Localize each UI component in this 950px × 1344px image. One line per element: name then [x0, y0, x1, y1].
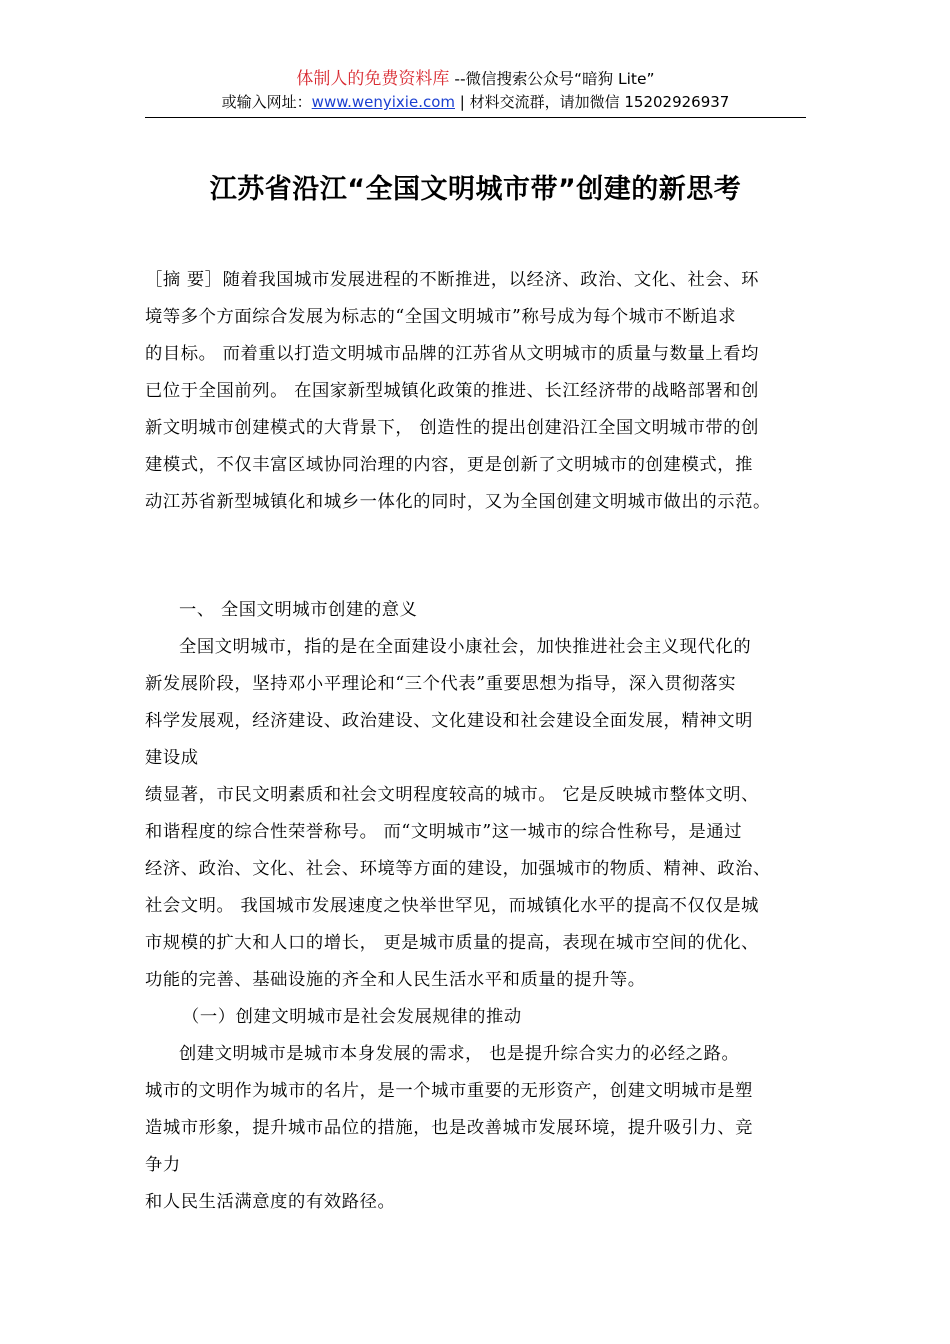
paragraph-line: 和人民生活满意度的有效路径。: [145, 1192, 396, 1212]
header-line-2: [145, 91, 806, 113]
abstract-line: 已位于全国前列。 在国家新型城镇化政策的推进、长江经济带的战略部署和创: [145, 381, 760, 401]
paragraph-line: 市规模的扩大和人口的增长， 更是城市质量的提高，表现在城市空间的优化、: [145, 933, 760, 953]
paragraph-line: 造城市形象，提升城市品位的措施，也是改善城市发展环境，提升吸引力、竞: [145, 1118, 753, 1138]
website-link[interactable]: www.wenyixie.com: [311, 93, 455, 111]
header-line-1: [145, 68, 806, 90]
abstract: [145, 262, 825, 521]
paragraph-line: 经济、政治、文化、社会、环境等方面的建设，加强城市的物质、精神、政治、: [145, 859, 771, 879]
header-divider: [145, 117, 806, 118]
paragraph-line: 建设成: [145, 748, 199, 768]
contact-text: | 材料交流群，请加微信 15202926937: [455, 93, 730, 111]
paragraph-line: 争力: [145, 1155, 181, 1175]
url-prefix: 或输入网址：: [221, 93, 312, 111]
abstract-line: 境等多个方面综合发展为标志的“全国文明城市”称号成为每个城市不断追求: [145, 307, 737, 327]
paragraph-line: 绩显著，市民文明素质和社会文明程度较高的城市。 它是反映城市整体文明、: [145, 785, 760, 805]
paragraph-line: 和谐程度的综合性荣誉称号。 而“文明城市”这一城市的综合性称号，是通过: [145, 822, 743, 842]
brand-name: 体制人的免费资料库: [296, 69, 450, 89]
paragraph-line: 社会文明。 我国城市发展速度之快举世罕见，而城镇化水平的提高不仅仅是城: [145, 896, 760, 916]
abstract-line: 动江苏省新型城镇化和城乡一体化的同时，又为全国创建文明城市做出的示范。: [145, 492, 771, 512]
section-heading: 一、 全国文明城市创建的意义: [179, 600, 418, 620]
paragraph-line: 全国文明城市，指的是在全面建设小康社会，加快推进社会主义现代化的: [179, 637, 752, 657]
section-1: [145, 592, 825, 1221]
paragraph-line: 城市的文明作为城市的名片，是一个城市重要的无形资产，创建文明城市是塑: [145, 1081, 753, 1101]
paragraph-line: 科学发展观，经济建设、政治建设、文化建设和社会建设全面发展，精神文明: [145, 711, 753, 731]
page-header: [145, 68, 806, 113]
document-title: 江苏省沿江“全国文明城市带”创建的新思考: [209, 174, 742, 205]
abstract-line: 的目标。 而着重以打造文明城市品牌的江苏省从文明城市的质量与数量上看均: [145, 344, 760, 364]
paragraph-line: 功能的完善、基础设施的齐全和人民生活水平和质量的提升等。: [145, 970, 646, 990]
abstract-line: ［摘 要］随着我国城市发展进程的不断推进，以经济、政治、文化、社会、环: [145, 270, 760, 290]
abstract-line: 新文明城市创建模式的大背景下， 创造性的提出创建沿江全国文明城市带的创: [145, 418, 760, 438]
subsection-heading: （一）创建文明城市是社会发展规律的推动: [182, 1007, 522, 1027]
abstract-line: 建模式，不仅丰富区域协同治理的内容，更是创新了文明城市的创建模式，推: [145, 455, 753, 475]
paragraph-line: 创建文明城市是城市本身发展的需求， 也是提升综合实力的必经之路。: [179, 1044, 740, 1064]
wechat-text: --微信搜索公众号“暗狗 Lite”: [449, 70, 655, 88]
paragraph-line: 新发展阶段，坚持邓小平理论和“三个代表”重要思想为指导，深入贯彻落实: [145, 674, 737, 694]
